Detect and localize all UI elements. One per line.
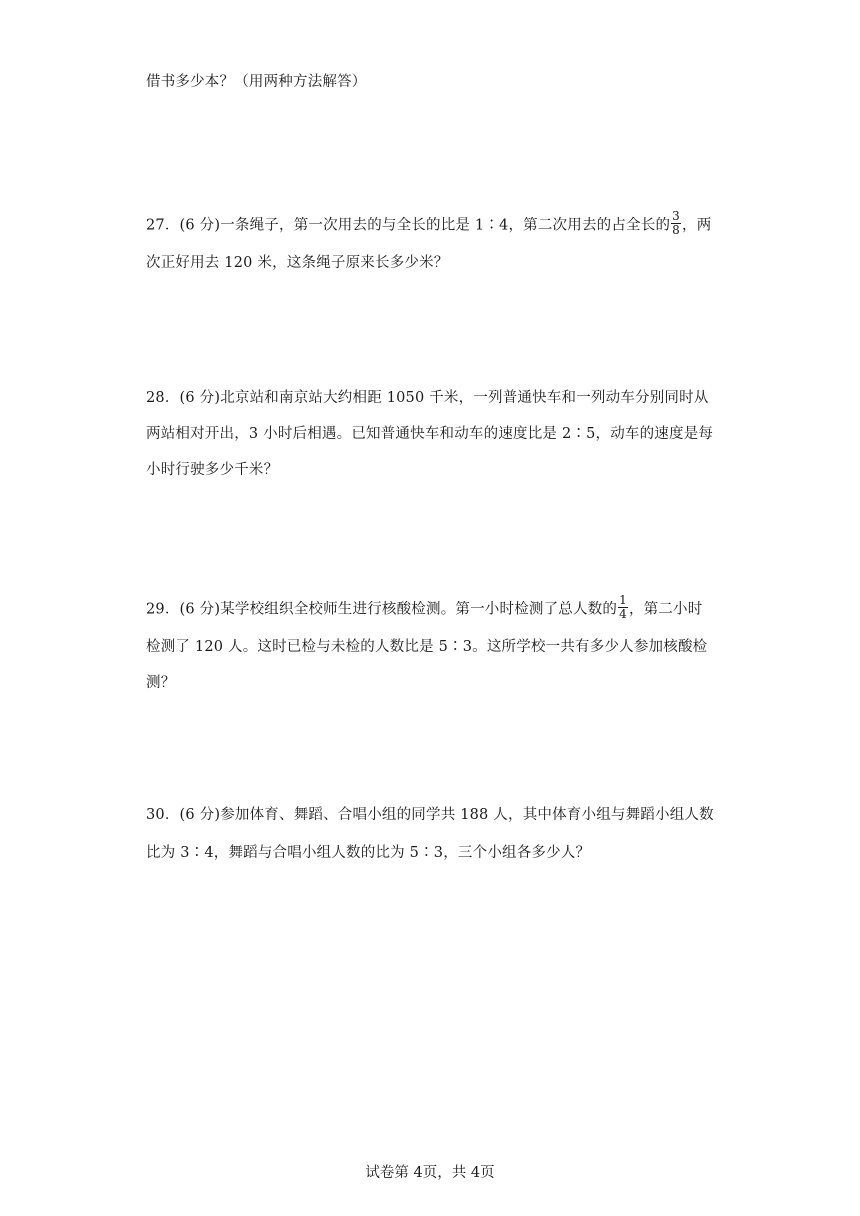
carryover-question-text: 借书多少本？（用两种方法解答）	[146, 74, 367, 90]
question-28-line-3: 小时行驶多少千米？	[146, 462, 279, 478]
question-28-line-2: 两站相对开出，3 小时后相遇。已知普通快车和动车的速度比是 2∶5，动车的速度是每	[146, 426, 714, 442]
fraction-1-4	[618, 594, 628, 621]
page-footer: 试卷第 4页，共 4页	[365, 1165, 495, 1181]
fraction-3-8	[671, 210, 681, 237]
fraction-denominator: 8	[672, 223, 680, 237]
question-27-line-1	[146, 209, 712, 239]
question-30-line-2: 比为 3∶4，舞蹈与合唱小组人数的比为 5∶3，三个小组各多少人？	[146, 845, 591, 861]
question-29-text-b: ，第二小时	[628, 601, 703, 618]
question-27-line-2: 次正好用去 120 米，这条绳子原来长多少米？	[146, 255, 449, 271]
fraction-numerator: 1	[619, 593, 627, 607]
question-29-line-3: 测？	[146, 675, 176, 691]
question-28-line-1: 28．(6 分)北京站和南京站大约相距 1050 千米，一列普通快车和一列动车分别同时从	[146, 390, 709, 406]
question-29-text-a: 29．(6 分)某学校组织全校师生进行核酸检测。第一小时检测了总人数的	[146, 601, 618, 618]
fraction-numerator: 3	[672, 209, 680, 223]
question-27-text-b: ，两	[682, 217, 712, 234]
question-29-line-1	[146, 593, 703, 623]
question-30-line-1: 30．(6 分)参加体育、舞蹈、合唱小组的同学共 188 人，其中体育小组与舞蹈小组人数	[146, 807, 714, 823]
question-29-line-2: 检测了 120 人。这时已检与未检的人数比是 5∶3。这所学校一共有多少人参加核酸检	[146, 639, 708, 655]
question-27-text-a: 27．(6 分)一条绳子，第一次用去的与全长的比是 1∶4，第二次用去的占全长的	[146, 217, 671, 234]
fraction-denominator: 4	[619, 607, 627, 621]
